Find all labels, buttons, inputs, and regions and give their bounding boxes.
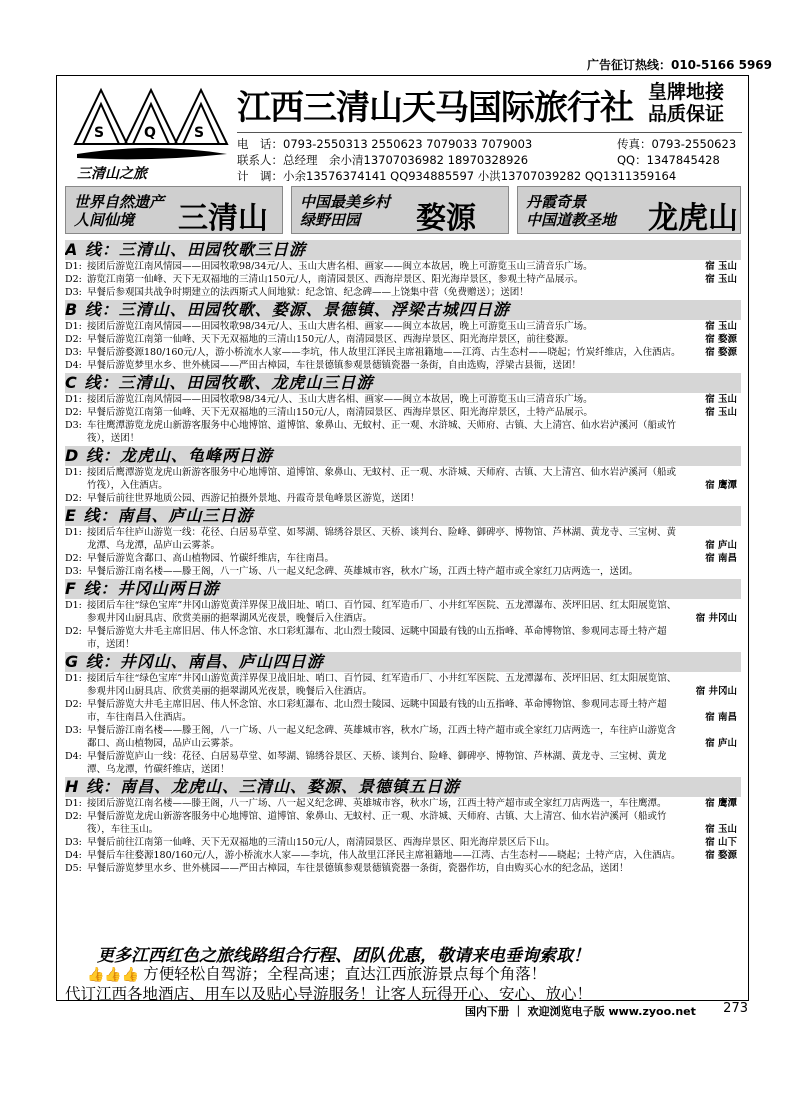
- banner-longhushan: [517, 186, 741, 234]
- phone: 电 话：0793-2550313 2550623 7079033 7079003: [237, 137, 533, 151]
- day-label: D4:: [65, 850, 82, 861]
- promo-line: 代订江西各地酒店、用车以及贴心导游服务！让客人玩得开心、安心、放心！: [65, 985, 593, 1003]
- route-title: D 线：龙虎山、龟峰两日游: [65, 446, 741, 466]
- day-description: 早餐后游婺源180/160元/人，游小桥流水人家——李坑，伟人故里江泽民主席祖籍地——江湾、古生态村——晓起；竹炭纤维店，入住酒店。: [87, 347, 681, 358]
- banner-title: 三清山: [178, 201, 268, 236]
- itinerary-day: [65, 724, 741, 750]
- logo-letter: Q: [144, 125, 156, 141]
- itinerary-day: [65, 393, 741, 406]
- route-title: G 线：井冈山、南昌、庐山四日游: [65, 652, 741, 672]
- day-description: 早餐后参观国共战争时期建立的法西斯式人间地狱：纪念馆、纪念碑——上饶集中营（免费赠送）；送团！: [87, 287, 529, 298]
- overnight-location: 宿 庐山: [705, 738, 737, 749]
- route-section: [65, 506, 741, 578]
- route-section: [65, 373, 741, 445]
- day-label: D2:: [65, 334, 82, 345]
- ad-sheet: [56, 75, 749, 1001]
- day-label: D1:: [65, 261, 82, 272]
- itinerary-day: [65, 333, 741, 346]
- itinerary-day: [65, 599, 741, 625]
- day-description: 早餐后游览龙虎山新游客服务中心地博馆、道博馆、象鼻山、无蚊村、正一观、水浒城、天师府、古镇、大上清宫、仙水岩泸溪河（船或竹筏），车往玉山。: [87, 811, 667, 835]
- banner-title: 龙虎山: [648, 201, 738, 236]
- itinerary-day: [65, 346, 741, 359]
- footer-text: 国内下册 ｜ 欢迎浏览电子版 www.zyoo.net: [465, 1005, 696, 1018]
- day-description: 游览江南第一仙峰、天下无双福地的三清山150元/人，南清园景区、西海岸景区、阳光海岸景区，参观土特产品展示。: [87, 274, 584, 285]
- itinerary-day: [65, 698, 741, 724]
- promo-headline: 更多江西红色之旅线路组合行程、团队优惠，敬请来电垂询索取！: [97, 946, 590, 966]
- hotline: 广告征订热线：010-5166 5969: [586, 58, 772, 72]
- itinerary-day: [65, 359, 741, 372]
- route-title: H 线：南昌、龙虎山、三清山、婺源、景德镇五日游: [65, 777, 741, 797]
- day-description: 接团后游览江南风情园——田园牧歌98/34元/人、玉山大唐名相、画家——闽立本故居，晚上可游览玉山三清音乐广场。: [87, 394, 593, 405]
- overnight-location: 宿 鹰潭: [705, 798, 737, 809]
- day-description: 早餐后游览大井毛主席旧居、伟人怀念馆、水口彩虹瀑布、北山烈士陵园、远眺中国最有钱的山五指峰、革命博物馆、参观同志哥土特产超市，车往南昌入住酒店。: [87, 699, 667, 723]
- overnight-location: 宿 玉山: [705, 261, 737, 272]
- overnight-location: 宿 婺源: [705, 334, 737, 345]
- overnight-location: 宿 井冈山: [695, 686, 737, 697]
- slogan-line: 皇牌地接: [647, 81, 724, 103]
- banner-tagline: 丹霞奇景: [526, 193, 587, 211]
- itinerary-day: [65, 286, 741, 299]
- day-description: 接团后游览江南名楼——滕王阁，八一广场、八一起义纪念碑、英雄城市容，秋水广场，江西土特产超市或全家红刀店两选一，车往鹰潭。: [87, 798, 667, 809]
- mountain-logo-icon: [67, 82, 235, 182]
- itinerary-day: [65, 672, 741, 698]
- day-description: 早餐后游览庐山一线：花径、白居易草堂、如琴湖、锦绣谷景区、天桥、谈判台、险峰、御碑亭、博物馆、芦林湖、黄龙寺、三宝树、黄龙潭、乌龙潭，竹碳纤维店，送团！: [87, 751, 667, 775]
- route-title: A 线：三清山、田园牧歌三日游: [65, 240, 741, 260]
- day-label: D1:: [65, 527, 82, 538]
- day-label: D4:: [65, 751, 82, 762]
- day-label: D3:: [65, 725, 82, 736]
- day-description: 接团后车往“绿色宝库”井冈山游览黄洋界保卫战旧址、哨口、百竹园、红军造币厂、小井红军医院、五龙潭瀑布、茨坪旧居、红太阳展览馆、参观井冈山厨具店、欣赏美丽的挹翠湖风光夜景，晚餐后入住酒店。: [87, 600, 677, 624]
- overnight-location: 宿 玉山: [705, 321, 737, 332]
- day-description: 接团后鹰潭游览龙虎山新游客服务中心地博馆、道博馆、象鼻山、无蚊村、正一观、水浒城、天师府、古镇、大上清宫、仙水岩泸溪河（船或竹筏），入住酒店。: [87, 467, 677, 491]
- thumbs-up-icon: 👍👍👍: [87, 967, 140, 983]
- route-list: [65, 239, 741, 875]
- day-description: 早餐后游览梦里水乡、世外桃园——严田古樟园，车往景德镇参观景德镇瓷器一条街，瓷器作坊，自由购买心水的纪念品，送团！: [87, 863, 629, 874]
- day-description: 早餐后车往婺源180/160元/人，游小桥流水人家——李坑，伟人故里江泽民主席祖籍地——江湾、古生态村——晓起；土特产店，入住酒店。: [87, 850, 681, 861]
- overnight-location: 宿 鹰潭: [705, 480, 737, 491]
- itinerary-day: [65, 750, 741, 776]
- logo-caption: 三清山之旅: [77, 166, 147, 182]
- day-description: 早餐后前往江南第一仙峰、天下无双福地的三清山150元/人，南清园景区、西海岸景区、阳光海岸景区后下山。: [87, 837, 555, 848]
- overnight-location: 宿 玉山: [705, 394, 737, 405]
- day-label: D3:: [65, 347, 82, 358]
- day-label: D4:: [65, 360, 82, 371]
- overnight-location: 宿 南昌: [705, 553, 737, 564]
- itinerary-day: [65, 320, 741, 333]
- itinerary-day: [65, 565, 741, 578]
- overnight-location: 宿 南昌: [705, 712, 737, 723]
- sqs-logo: [67, 82, 235, 182]
- itinerary-day: [65, 810, 741, 836]
- route-section: [65, 446, 741, 505]
- itinerary-day: [65, 849, 741, 862]
- overnight-location: 宿 玉山: [705, 824, 737, 835]
- overnight-location: 宿 庐山: [705, 540, 737, 551]
- logo-letter: S: [194, 125, 205, 141]
- day-label: D3:: [65, 837, 82, 848]
- banner-tagline: 世界自然遗产: [74, 193, 165, 211]
- page-number: 273: [723, 1001, 748, 1016]
- route-title: C 线：三清山、田园牧歌、龙虎山三日游: [65, 373, 741, 393]
- itinerary-day: [65, 526, 741, 552]
- day-description: 车往鹰潭游览龙虎山新游客服务中心地博馆、道博馆、象鼻山、无蚊村、正一观、水浒城、天师府、古镇、大上清宫、仙水岩泸溪河（船或竹筏），送团！: [87, 420, 677, 444]
- banner-tagline: 人间仙境: [74, 211, 135, 229]
- route-title: E 线：南昌、庐山三日游: [65, 506, 741, 526]
- day-label: D2:: [65, 626, 82, 637]
- day-label: D1:: [65, 600, 82, 611]
- overnight-location: 宿 井冈山: [695, 613, 737, 624]
- overnight-location: 宿 玉山: [705, 407, 737, 418]
- itinerary-day: [65, 492, 741, 505]
- route-section: [65, 240, 741, 299]
- day-description: 接团后游览江南风情园——田园牧歌98/34元/人、玉山大唐名相、画家——闽立本故居，晚上可游览玉山三清音乐广场。: [87, 321, 593, 332]
- route-section: [65, 652, 741, 776]
- contact-person: 联系人：总经理 余小清13707036982 18970328926: [237, 153, 529, 167]
- itinerary-day: [65, 836, 741, 849]
- slogan-line: 品质保证: [647, 103, 724, 125]
- overnight-location: 宿 婺源: [705, 850, 737, 861]
- banner-title: 婺源: [416, 201, 476, 236]
- itinerary-day: [65, 552, 741, 565]
- route-section: [65, 300, 741, 372]
- overnight-location: 宿 婺源: [705, 347, 737, 358]
- promo-text: 方便轻松自驾游；全程高速；直达江西旅游景点每个角落！: [143, 965, 547, 983]
- agency-name: 江西三清山天马国际旅行社: [237, 88, 633, 128]
- day-label: D2:: [65, 493, 82, 504]
- overnight-location: 宿 山下: [705, 837, 737, 848]
- slogan: [648, 81, 724, 125]
- day-description: 接团后游览江南风情园——田园牧歌98/34元/人、玉山大唐名相、画家——闽立本故居，晚上可游览玉山三清音乐广场。: [87, 261, 593, 272]
- day-label: D1:: [65, 467, 82, 478]
- itinerary-day: [65, 419, 741, 445]
- route-title: F 线：井冈山两日游: [65, 579, 741, 599]
- day-label: D3:: [65, 420, 82, 431]
- day-label: D1:: [65, 321, 82, 332]
- day-label: D3:: [65, 287, 82, 298]
- day-label: D2:: [65, 553, 82, 564]
- day-description: 早餐后游览江南第一仙峰、天下无双福地的三清山150元/人，南清园景区、西海岸景区、阳光海岸景区，土特产品展示。: [87, 407, 593, 418]
- itinerary-day: [65, 466, 741, 492]
- day-label: D3:: [65, 566, 82, 577]
- day-label: D2:: [65, 811, 82, 822]
- overnight-location: 宿 玉山: [705, 274, 737, 285]
- day-label: D1:: [65, 798, 82, 809]
- itinerary-day: [65, 625, 741, 651]
- day-description: 早餐后前往世界地质公园、西游记拍摄外景地、丹霞奇景龟峰景区游览，送团！: [87, 493, 420, 504]
- divider: [237, 132, 742, 133]
- itinerary-day: [65, 260, 741, 273]
- planner: 计 调：小余13576374141 QQ934885597 小洪13707039282 QQ1311359164: [237, 169, 677, 183]
- itinerary-day: [65, 406, 741, 419]
- day-label: D2:: [65, 407, 82, 418]
- day-description: 接团后车往庐山游览一线：花径、白居易草堂、如琴湖、锦绣谷景区、天桥、谈判台、险峰、御碑亭、博物馆、芦林湖、黄龙寺、三宝树、黄龙潭、乌龙潭，品庐山云雾茶。: [87, 527, 677, 551]
- itinerary-day: [65, 273, 741, 286]
- day-label: D2:: [65, 699, 82, 710]
- day-label: D1:: [65, 673, 82, 684]
- banner-tagline: 中国道教圣地: [526, 211, 617, 229]
- destination-banners: [65, 186, 741, 236]
- banner-sanqingshan: [65, 186, 283, 234]
- itinerary-day: [65, 862, 741, 875]
- day-description: 早餐后游览含鄱口、高山植物园、竹碳纤维店，车往南昌。: [87, 553, 335, 564]
- fax: 传真：0793-2550623: [617, 137, 737, 151]
- day-description: 早餐后游江南名楼——滕王阁，八一广场、八一起义纪念碑、英雄城市容，秋水广场，江西土特产超市或全家红刀店两选一，车往庐山游览含鄱口、高山植物园，品庐山云雾茶。: [87, 725, 677, 749]
- itinerary-day: [65, 797, 741, 810]
- day-label: D5:: [65, 863, 82, 874]
- day-label: D1:: [65, 394, 82, 405]
- route-title: B 线：三清山、田园牧歌、婺源、景德镇、浮梁古城四日游: [65, 300, 741, 320]
- banner-wuyuan: [291, 186, 509, 234]
- qq: QQ：1347845428: [617, 153, 720, 167]
- header: [57, 76, 748, 183]
- day-description: 接团后车往“绿色宝库”井冈山游览黄洋界保卫战旧址、哨口、百竹园、红军造币厂、小井红军医院、五龙潭瀑布、茨坪旧居、红太阳展览馆、参观井冈山厨具店、欣赏美丽的挹翠湖风光夜景，晚餐后入住酒店。: [87, 673, 677, 697]
- banner-tagline: 绿野田园: [300, 211, 361, 229]
- route-section: [65, 579, 741, 651]
- logo-letter: S: [94, 125, 105, 141]
- day-label: D2:: [65, 274, 82, 285]
- route-section: [65, 777, 741, 875]
- day-description: 早餐后游览江南第一仙峰、天下无双福地的三清山150元/人，南清园景区、西海岸景区、阳光海岸景区，前往婺源。: [87, 334, 574, 345]
- promo-line: [87, 962, 546, 984]
- day-description: 早餐后游江南名楼——滕王阁，八一广场、八一起义纪念碑、英雄城市容，秋水广场，江西土特产超市或全家红刀店两选一，送团。: [87, 566, 639, 577]
- contact-block: [237, 136, 737, 184]
- day-description: 早餐后游览大井毛主席旧居、伟人怀念馆、水口彩虹瀑布、北山烈士陵园、远眺中国最有钱的山五指峰、革命博物馆、参观同志哥土特产超市，送团！: [87, 626, 667, 650]
- banner-tagline: 中国最美乡村: [300, 193, 391, 211]
- day-description: 早餐后游览梦里水乡、世外桃园——严田古樟园，车往景德镇参观景德镇瓷器一条街，自由选购，浮梁古县衙，送团！: [87, 360, 582, 371]
